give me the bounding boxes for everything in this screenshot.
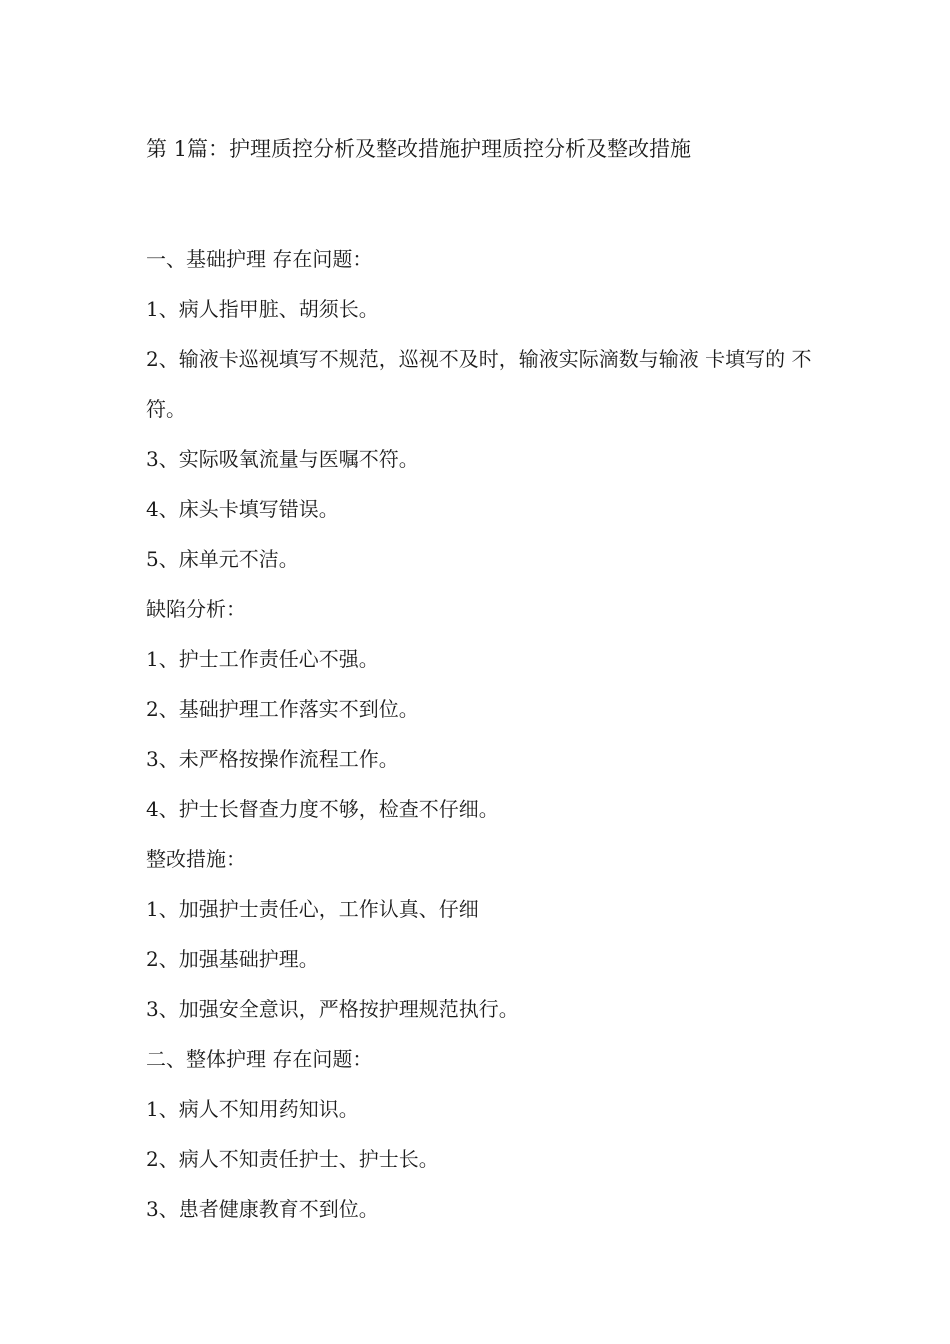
subheading-corrective-measures: 整改措施： [146,847,246,871]
list-item: 2、基础护理工作落实不到位。 [146,697,419,721]
list-item: 2、病人不知责任护士、护士长。 [146,1147,439,1171]
list-item: 4、床头卡填写错误。 [146,497,339,521]
list-item: 1、病人不知用药知识。 [146,1097,359,1121]
list-item: 2、输液卡巡视填写不规范，巡视不及时，输液实际滴数与输液 卡填写的 不符。 [146,347,812,421]
list-item: 1、病人指甲脏、胡须长。 [146,297,379,321]
section-heading-basic-care: 一、基础护理 存在问题： [146,247,373,271]
subheading-defect-analysis: 缺陷分析： [146,597,246,621]
list-item: 3、加强安全意识，严格按护理规范执行。 [146,997,519,1021]
list-item: 3、未严格按操作流程工作。 [146,747,399,771]
document-body [146,234,816,1234]
section-heading-holistic-care: 二、整体护理 存在问题： [146,1047,373,1071]
list-item: 1、护士工作责任心不强。 [146,647,379,671]
list-item: 5、床单元不洁。 [146,547,299,571]
list-item: 2、加强基础护理。 [146,947,319,971]
list-item: 4、护士长督查力度不够，检查不仔细。 [146,797,499,821]
document-title: 第 1篇：护理质控分析及整改措施护理质控分析及整改措施 [146,137,692,161]
list-item: 1、加强护士责任心，工作认真、仔细 [146,897,479,921]
list-item: 3、患者健康教育不到位。 [146,1197,379,1221]
list-item: 3、实际吸氧流量与医嘱不符。 [146,447,419,471]
